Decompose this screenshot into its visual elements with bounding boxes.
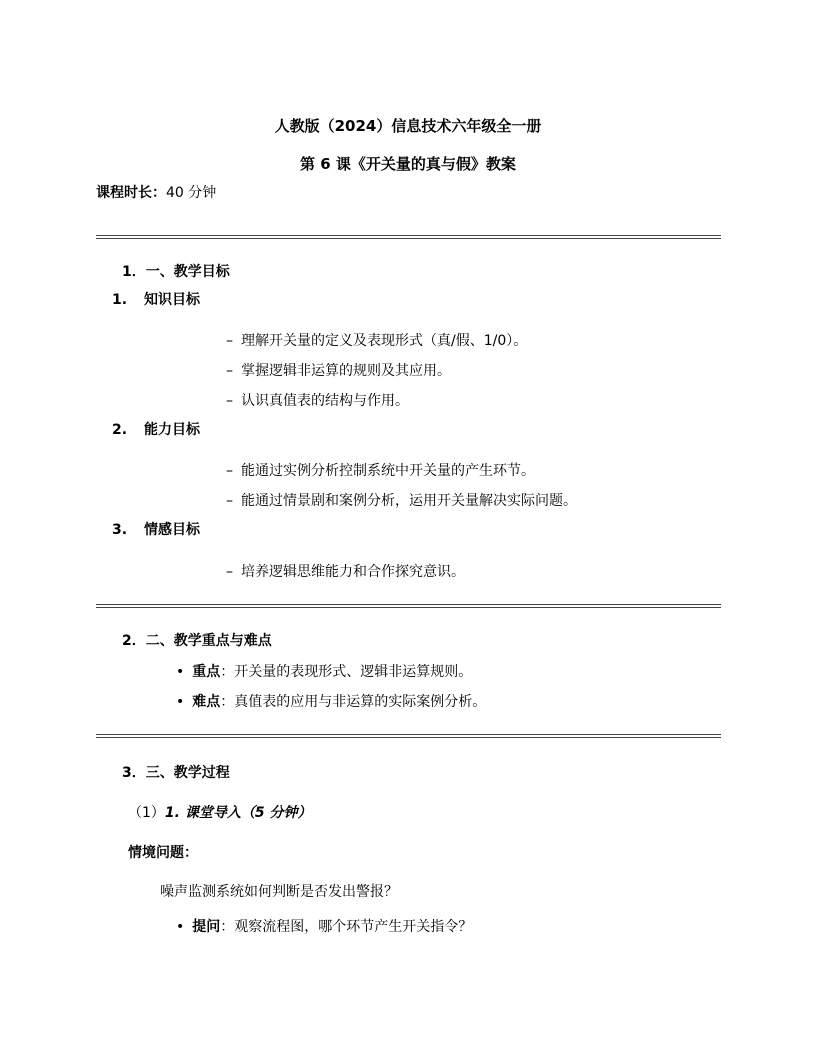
list-item [176, 661, 472, 681]
section-heading-key-points: 2．二、教学重点与难点 [122, 633, 272, 649]
list-item [226, 390, 409, 410]
situation-question: 噪声监测系统如何判断是否发出警报？ [160, 884, 398, 900]
dash-icon: – [226, 463, 233, 479]
subheading-number: 2. [112, 422, 128, 438]
step-prefix: （1） [128, 805, 165, 821]
list-item [226, 490, 577, 510]
dash-icon: – [226, 493, 233, 509]
subheading-emotion [112, 519, 200, 539]
list-item [226, 360, 451, 380]
item-text: ：观察流程图，哪个环节产生开关指令？ [220, 919, 473, 935]
list-item [176, 691, 486, 711]
lesson-title: 第 6 课《开关量的真与假》教案 [300, 155, 516, 173]
dash-icon: – [226, 564, 233, 580]
course-duration [96, 182, 216, 202]
section-divider [96, 604, 721, 608]
subheading-ability [112, 419, 200, 439]
subheading-number: 1. [112, 292, 128, 308]
section-heading-objectives: 1．一、教学目标 [122, 264, 230, 280]
dash-icon: – [226, 393, 233, 409]
section-divider [96, 235, 721, 239]
list-item [176, 916, 472, 936]
duration-label: 课程时长： [96, 185, 166, 201]
subheading-title: 知识目标 [144, 292, 200, 308]
subheading-number: 3. [112, 522, 128, 538]
item-text: ：开关量的表现形式、逻辑非运算规则。 [220, 664, 473, 680]
dash-icon: – [226, 333, 233, 349]
list-item-text: 培养逻辑思维能力和合作探究意识。 [241, 564, 465, 580]
document-title: 人教版（2024）信息技术六年级全一册 [274, 117, 542, 135]
list-item-text: 认识真值表的结构与作用。 [241, 393, 409, 409]
step-heading [128, 802, 311, 822]
list-item-text: 理解开关量的定义及表现形式（真/假、1/0）。 [241, 333, 528, 349]
list-item-text: 掌握逻辑非运算的规则及其应用。 [241, 363, 451, 379]
section-heading-process: 3．三、教学过程 [122, 765, 230, 781]
item-text: ：真值表的应用与非运算的实际案例分析。 [220, 694, 487, 710]
bullet-icon: • [176, 694, 185, 710]
item-label: 难点 [192, 694, 221, 710]
list-item [226, 561, 465, 581]
subheading-title: 情感目标 [144, 522, 200, 538]
bullet-icon: • [176, 919, 185, 935]
situation-label: 情境问题： [128, 845, 198, 861]
section-divider [96, 734, 721, 738]
item-label: 重点 [192, 664, 221, 680]
list-item [226, 460, 535, 480]
subheading-knowledge [112, 289, 200, 309]
list-item-text: 能通过情景剧和案例分析，运用开关量解决实际问题。 [241, 493, 577, 509]
bullet-icon: • [176, 664, 185, 680]
duration-value: 40 分钟 [166, 185, 217, 201]
subheading-title: 能力目标 [144, 422, 200, 438]
step-title: 1. 课堂导入（5 分钟） [164, 805, 312, 821]
list-item-text: 能通过实例分析控制系统中开关量的产生环节。 [241, 463, 535, 479]
dash-icon: – [226, 363, 233, 379]
list-item [226, 330, 527, 350]
item-label: 提问 [192, 919, 221, 935]
